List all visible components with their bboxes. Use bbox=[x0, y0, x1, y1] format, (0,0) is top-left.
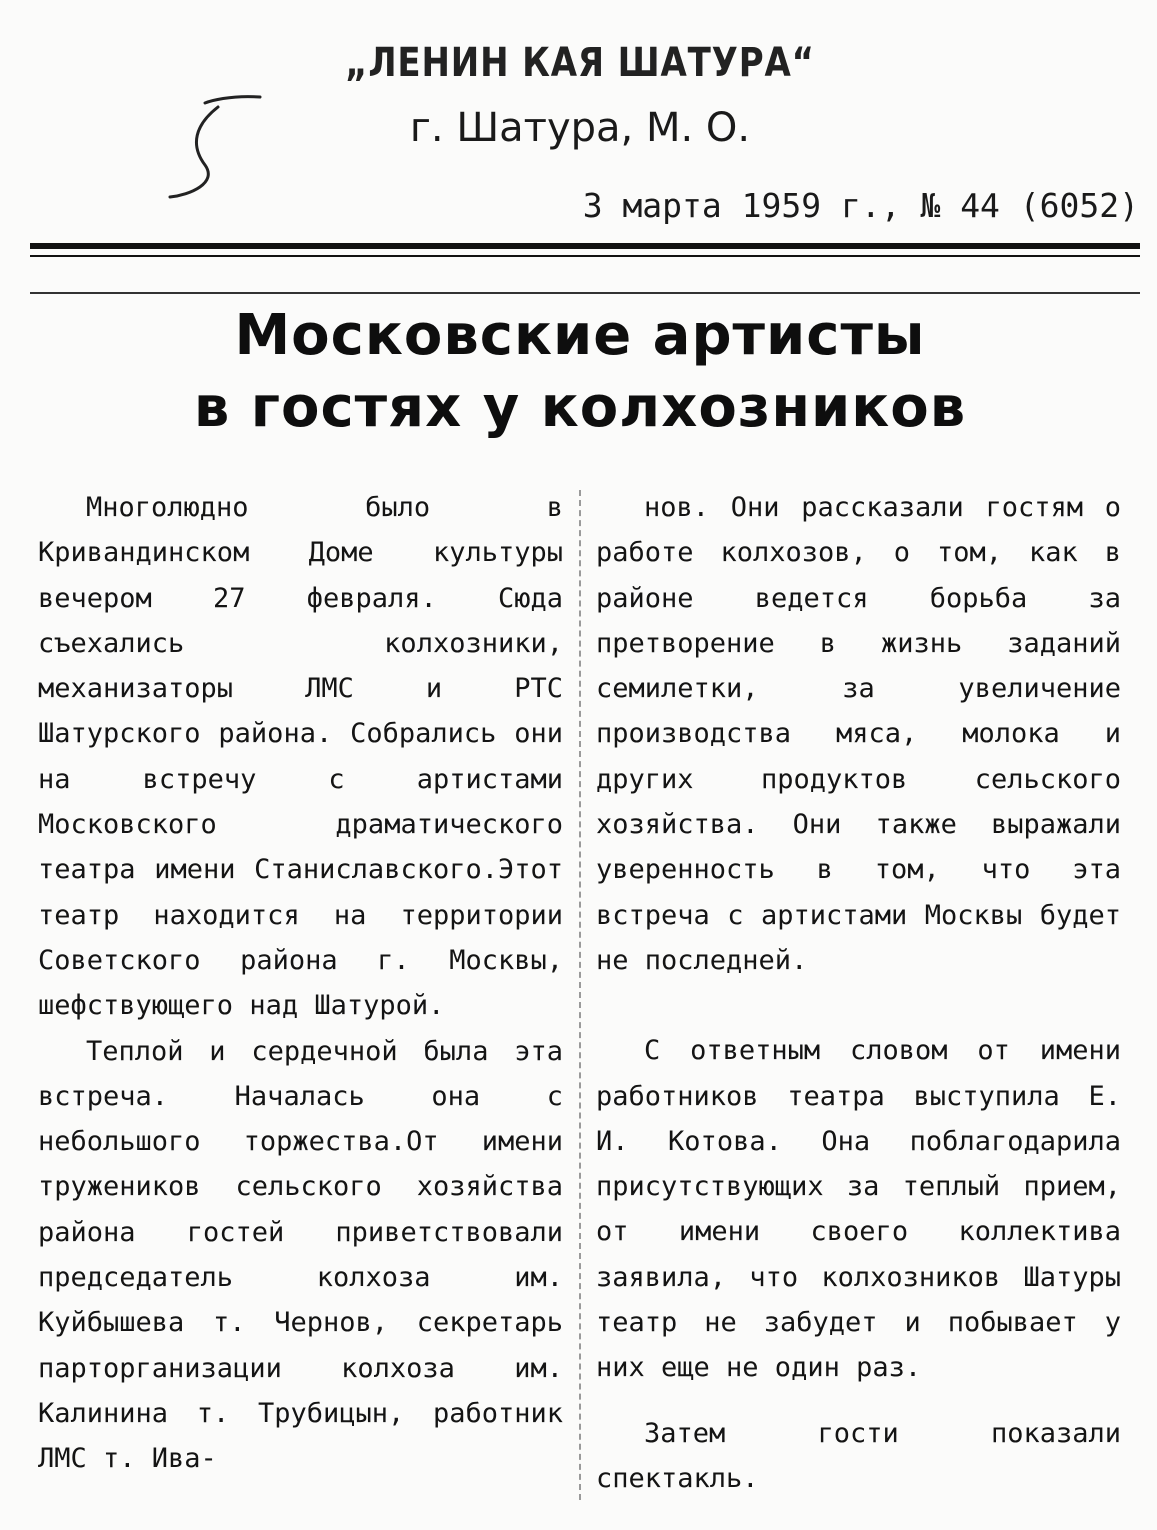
paragraph: нов. Они рассказали гостям о работе колхозов, о том, как в районе ведется борьба за претворение в жизнь заданий семилетки, за увеличение производства мяса, молока и других продуктов сельского хозяйства. Они также выражали уверенность в том, что эта встреча с артистами Москвы будет не последней. bbox=[596, 492, 1121, 976]
issue-date: 3 марта 1959 г., № 44 (6052) bbox=[582, 186, 1139, 225]
paragraph: Многолюдно было в Кривандинском Доме культуры вечером 27 февраля. Сюда съехались колхозники, механизаторы ЛМС и РТС Шатурского района. Собрались они на встречу с артистами Московского драматического театра имени Станиславского.Этот театр находится на территории Советского района г. Москвы, шефствующего над Шатурой. bbox=[38, 492, 563, 1022]
newspaper-name: „ЛЕНИН КАЯ ШАТУРА“ bbox=[345, 40, 815, 86]
handwritten-mark bbox=[150, 85, 290, 205]
article-column-left bbox=[38, 485, 563, 1482]
city-line: г. Шатура, М. О. bbox=[409, 105, 751, 151]
headline-line-1: Московские артисты bbox=[234, 303, 926, 368]
article-column-right bbox=[596, 485, 1121, 1501]
article-headline bbox=[120, 300, 1040, 444]
headline-line-2: в гостях у колхозников bbox=[193, 375, 967, 440]
section-rule bbox=[30, 292, 1140, 294]
column-divider bbox=[579, 490, 581, 1500]
paragraph: Затем гости показали спектакль. bbox=[596, 1417, 1121, 1494]
masthead-rule-thin bbox=[30, 255, 1140, 257]
paragraph: Теплой и сердечной была эта встреча. Началась она с небольшого торжества.От имени тружеников сельского хозяйства района гостей приветствовали председатель колхоза им. Куйбышева т. Чернов, секретарь парторганизации колхоза им. Калинина т. Трубицын, работник ЛМС т. Ива- bbox=[38, 1035, 563, 1475]
paragraph: С ответным словом от имени работников театра выступила Е. И. Котова. Она поблагодарила присутствующих за теплый прием, от имени своего коллектива заявила, что колхозников Шатуры театр не забудет и побывает у них еще не один раз. bbox=[596, 1035, 1121, 1384]
masthead-rule-thick bbox=[30, 243, 1140, 249]
